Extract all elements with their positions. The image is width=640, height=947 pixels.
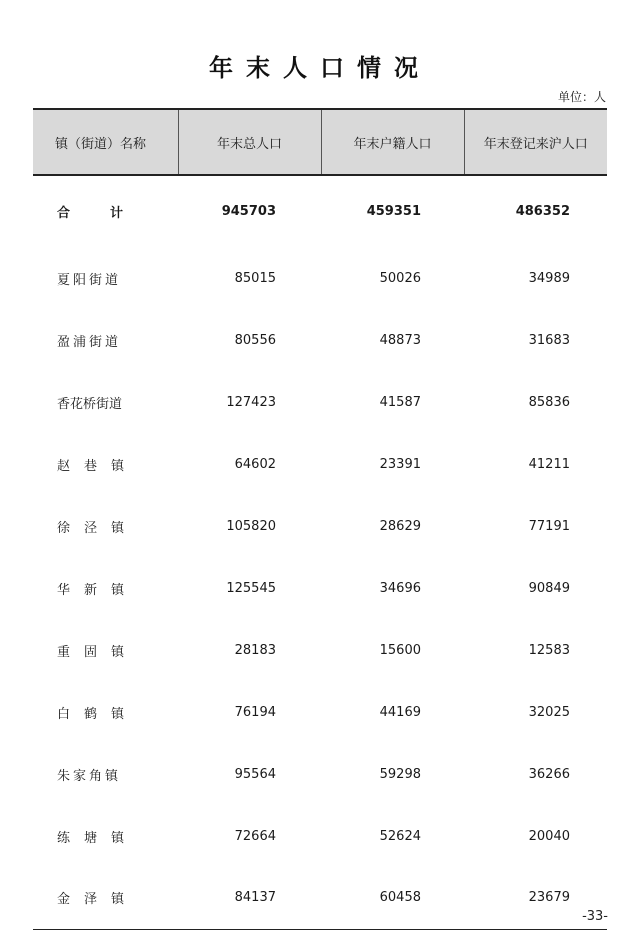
row-migrant: 85836 bbox=[528, 394, 570, 410]
total-row bbox=[33, 175, 607, 247]
row-registered: 60458 bbox=[321, 867, 464, 929]
row-registered: 50026 bbox=[379, 270, 421, 286]
row-total: 28183 bbox=[234, 642, 276, 658]
table-row bbox=[33, 309, 607, 371]
row-migrant: 31683 bbox=[528, 332, 570, 348]
row-total: 105820 bbox=[226, 518, 276, 534]
row-name: 白鹤镇 bbox=[57, 706, 139, 722]
row-migrant: 36266 bbox=[528, 766, 570, 782]
row-migrant: 23679 bbox=[464, 867, 607, 929]
row-total: 80556 bbox=[234, 332, 276, 348]
row-migrant: 77191 bbox=[528, 518, 570, 534]
row-migrant: 20040 bbox=[528, 828, 570, 844]
row-registered: 52624 bbox=[379, 828, 421, 844]
row-total: 72664 bbox=[234, 828, 276, 844]
row-registered: 59298 bbox=[379, 766, 421, 782]
row-registered: 48873 bbox=[379, 332, 421, 348]
row-total: 64602 bbox=[234, 456, 276, 472]
table-row bbox=[33, 371, 607, 433]
row-name: 金泽镇 bbox=[33, 867, 178, 929]
row-registered: 23391 bbox=[379, 456, 421, 472]
header-total-population: 年末总人口 bbox=[178, 109, 321, 175]
header-migrant-population: 年末登记来沪人口 bbox=[464, 109, 607, 175]
row-migrant: 12583 bbox=[528, 642, 570, 658]
row-total: 95564 bbox=[234, 766, 276, 782]
population-table-container bbox=[33, 108, 607, 930]
header-name: 镇（街道）名称 bbox=[33, 109, 178, 175]
row-migrant: 90849 bbox=[528, 580, 570, 596]
row-total: 84137 bbox=[178, 867, 321, 929]
row-migrant: 41211 bbox=[528, 456, 570, 472]
table-row bbox=[33, 743, 607, 805]
row-total: 127423 bbox=[226, 394, 276, 410]
row-total: 85015 bbox=[234, 270, 276, 286]
row-registered: 41587 bbox=[379, 394, 421, 410]
row-name: 夏阳街道 bbox=[57, 272, 122, 288]
row-name: 香花桥街道 bbox=[57, 396, 123, 412]
table-row bbox=[33, 557, 607, 619]
row-total: 125545 bbox=[226, 580, 276, 596]
header-registered-population: 年末户籍人口 bbox=[321, 109, 464, 175]
table-row bbox=[33, 805, 607, 867]
table-row bbox=[33, 867, 607, 929]
table-row bbox=[33, 681, 607, 743]
page-number: -33- bbox=[582, 909, 608, 924]
row-registered: 28629 bbox=[379, 518, 421, 534]
total-registered-value: 459351 bbox=[366, 204, 421, 219]
row-name: 朱家角镇 bbox=[57, 768, 122, 784]
row-total: 76194 bbox=[234, 704, 276, 720]
table-row bbox=[33, 433, 607, 495]
unit-label: 单位：人 bbox=[557, 90, 606, 104]
row-name: 盈浦街道 bbox=[57, 334, 122, 350]
row-registered: 44169 bbox=[379, 704, 421, 720]
row-name: 华新镇 bbox=[57, 582, 139, 598]
row-migrant: 32025 bbox=[528, 704, 570, 720]
row-name: 赵巷镇 bbox=[57, 458, 139, 474]
table-header-row bbox=[33, 109, 607, 175]
table-row bbox=[33, 619, 607, 681]
total-label: 合计 bbox=[57, 206, 164, 221]
row-migrant: 34989 bbox=[528, 270, 570, 286]
table-row bbox=[33, 247, 607, 309]
total-migrant-value: 486352 bbox=[515, 204, 570, 219]
row-name: 重固镇 bbox=[57, 644, 139, 660]
row-name: 徐泾镇 bbox=[57, 520, 139, 536]
table-row bbox=[33, 495, 607, 557]
total-population-value: 945703 bbox=[221, 204, 276, 219]
population-table bbox=[33, 108, 607, 930]
row-name: 练塘镇 bbox=[57, 830, 139, 846]
row-registered: 34696 bbox=[379, 580, 421, 596]
page-title: 年末人口情况 bbox=[209, 53, 431, 82]
row-registered: 15600 bbox=[379, 642, 421, 658]
